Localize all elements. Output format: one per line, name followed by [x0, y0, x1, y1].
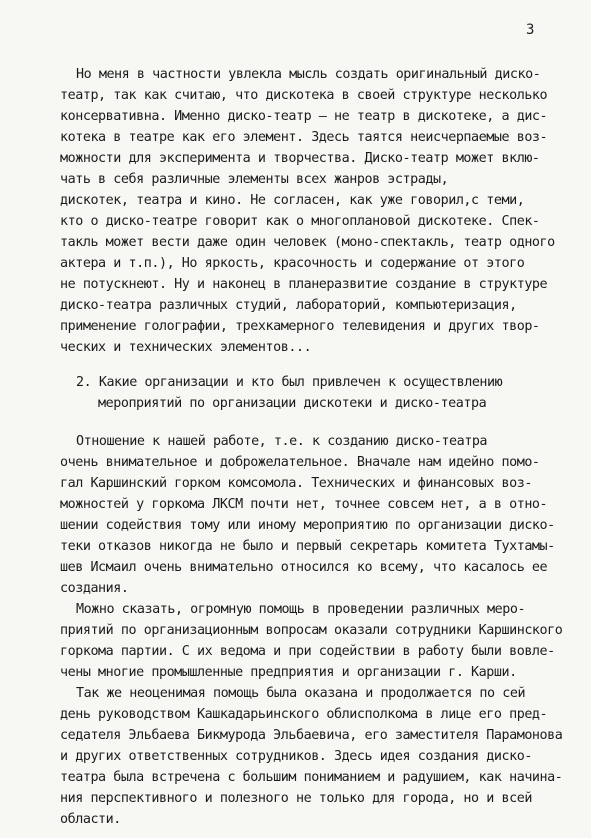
paragraph1-line: театр, так как считаю, что дискотека в своей структуре несколько — [60, 88, 548, 103]
page-number: 3 — [526, 22, 535, 38]
paragraph1-line: консервативна. Именно диско-театр – не театр в дискотеке, а дис- — [60, 109, 548, 124]
paragraph1-line: можности для эксперимента и творчества. Диско-театр может вклю- — [60, 151, 540, 166]
paragraph4-line: области. — [60, 812, 121, 827]
paragraph2-line: шении содействия тому или иному мероприятию по организации диско- — [60, 518, 555, 533]
paragraph4-line: день руководством Кашкадарьинского облисполкома в лице его пред- — [60, 707, 548, 722]
paragraph1-line: котека в театре как его элемент. Здесь таятся неисчерпаемые воз- — [60, 130, 548, 145]
paragraph1-line: диско-театра различных студий, лабораторий, компьютеризация, — [60, 298, 517, 313]
paragraph1-line: ческих и технических элементов... — [60, 340, 312, 355]
paragraph1-line: Но меня в частности увлекла мысль создать оригинальный диско- — [76, 67, 541, 82]
paragraph4-line: театра была встречена с большим пониманием и радушием, как начина- — [60, 770, 563, 785]
paragraph3-line: Можно сказать, огромную помощь в проведении различных меро- — [76, 602, 526, 617]
paragraph4-line: Так же неоценимая помощь была оказана и продолжается по сей — [76, 686, 526, 701]
paragraph1-line: чать в себя различные элементы всех жанров эстрады, — [60, 172, 449, 187]
paragraph1-line: такль может вести даже один человек (моно-спектакль, театр одного — [60, 235, 555, 250]
paragraph2-line: гал Каршинский горком комсомола. Технических и финансовых воз- — [60, 476, 532, 491]
paragraph1-line: кто о диско-театре говорит как о многоплановой дискотеке. Спек- — [60, 214, 540, 229]
paragraph4-line: и других ответственных сотрудников. Здесь идея создания диско- — [60, 749, 532, 764]
paragraph1-line: актера и т.п.), Но яркость, красочность и содержание от этого — [60, 256, 525, 271]
paragraph3-line: приятий по организационным вопросам оказали сотрудники Каршинского — [60, 623, 563, 638]
paragraph3-line: чены многие промышленные предприятия и организации г. Карши. — [60, 665, 517, 680]
paragraph2-line: теки отказов никогда не было и первый секретарь комитета Тухтамы- — [60, 539, 555, 554]
paragraph2-line: можностей у горкома ЛКСМ почти нет, точнее совсем нет, а в отно- — [60, 497, 548, 512]
paragraph1-line: применение голографии, трехкамерного телевидения и других твор- — [60, 319, 540, 334]
paragraph4-line: ния перспективного и полезного не только для города, но и всей — [60, 791, 532, 806]
paragraph1-line: не потускнеют. Ну и наконец в планеразвитие создание в структуре — [60, 277, 548, 292]
section-heading-line: мероприятий по организации дискотеки и диско-театра — [98, 396, 487, 411]
paragraph2-line: создания. — [60, 581, 129, 596]
paragraph1-line: дискотек, театра и кино. Не согласен, как уже говорил,с теми, — [60, 193, 525, 208]
section-heading-line: 2. Какие организации и кто был привлечен к осуществлению — [76, 375, 503, 390]
paragraph2-line: очень внимательное и доброжелательное. Вначале нам идейно помо- — [60, 455, 540, 470]
paragraph2-line: Отношение к нашей работе, т.е. к созданию диско-театра — [76, 434, 488, 449]
paragraph2-line: шев Исмаил очень внимательно относился ко всему, что касалось ее — [60, 560, 548, 575]
paragraph3-line: горкома партии. С их ведома и при содействии в работу были вовле- — [60, 644, 555, 659]
paragraph4-line: седателя Эльбаева Бикмурода Эльбаевича, его заместителя Парамонова — [60, 728, 563, 743]
